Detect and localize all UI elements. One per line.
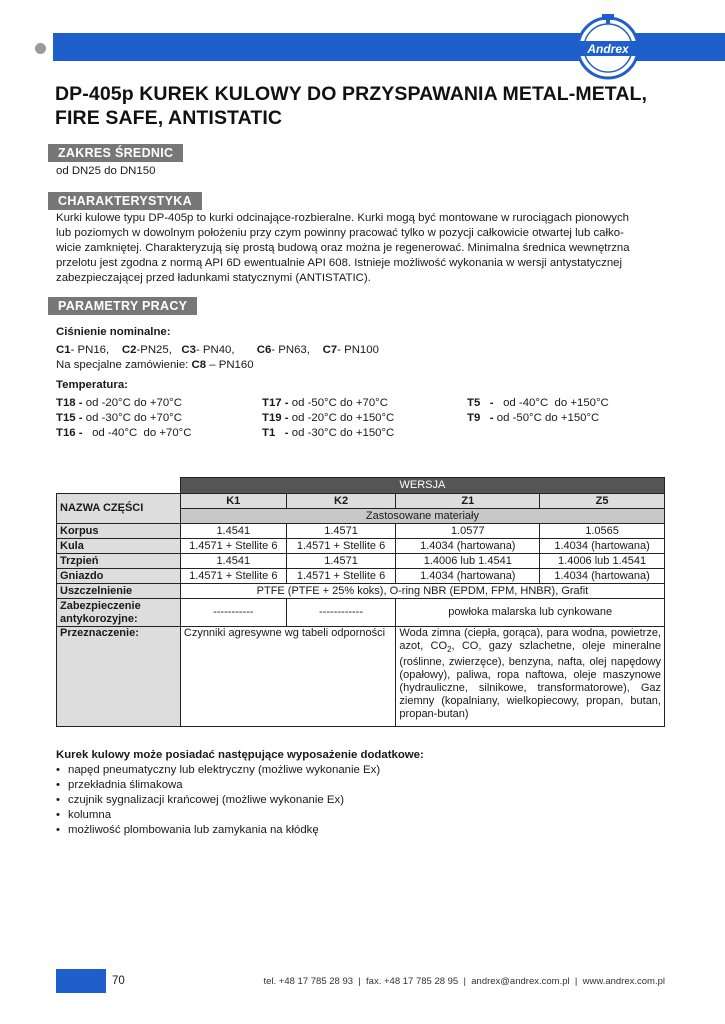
- footer-contact: tel. +48 17 785 28 93 | fax. +48 17 785 28 95 | andrex@andrex.com.pl | www.andrex.com.pl: [263, 976, 665, 987]
- temp-item: T9 - od -50°C do +150°C: [467, 412, 600, 424]
- version-k2: K2: [286, 494, 396, 509]
- version-z5: Z5: [540, 494, 665, 509]
- page-number: 70: [112, 975, 125, 987]
- cell: 1.4541: [180, 554, 286, 569]
- section-heading-parametry: PARAMETRY PRACY: [48, 297, 197, 315]
- special-order-value: – PN160: [206, 359, 254, 371]
- row-name: Kula: [57, 539, 181, 554]
- row-name: Przeznaczenie:: [57, 627, 181, 727]
- special-order-line: [56, 358, 254, 373]
- section-heading-charakterystyka: CHARAKTERYSTYKA: [48, 192, 202, 210]
- cell: 1.0565: [540, 524, 665, 539]
- temp-item: T1 - od -30°C do +150°C: [262, 427, 395, 439]
- pressure-code: C1: [56, 344, 71, 356]
- temp-item: T5 - od -40°C do +150°C: [467, 397, 609, 409]
- cell: 1.4034 (hartowana): [540, 569, 665, 584]
- table-row: [57, 539, 665, 554]
- table-row: [57, 554, 665, 569]
- table-row: [57, 524, 665, 539]
- pressure-value: - PN100: [337, 344, 379, 356]
- table-row: [57, 627, 665, 727]
- pressure-label: Ciśnienie nominalne:: [56, 326, 171, 338]
- special-order-code: C8: [191, 359, 207, 371]
- accessories-list: [56, 763, 380, 838]
- materials-label: Zastosowane materiały: [180, 509, 664, 524]
- row-name: Zabezpieczenie antykorozyjne:: [57, 599, 181, 627]
- cell: 1.4006 lub 1.4541: [396, 554, 540, 569]
- special-order-prefix: Na specjalne zamówienie:: [56, 359, 192, 371]
- materials-table: [56, 477, 665, 727]
- temp-item: T18 - od -20°C do +70°C: [56, 397, 182, 409]
- cell: 1.4034 (hartowana): [396, 569, 540, 584]
- cell: 1.4541: [180, 524, 286, 539]
- cell: powłoka malarska lub cynkowane: [396, 599, 665, 627]
- list-item: • możliwość plombowania lub zamykania na kłódkę: [56, 823, 380, 838]
- temp-item: T15 - od -30°C do +70°C: [56, 412, 182, 424]
- pressure-value: - PN16,: [70, 344, 110, 356]
- table-row: [57, 584, 665, 599]
- pressure-code: C7: [322, 344, 338, 356]
- temp-item: T17 - od -50°C do +70°C: [262, 397, 388, 409]
- version-header: WERSJA: [180, 478, 664, 494]
- row-name: Korpus: [57, 524, 181, 539]
- footer-bar: [56, 969, 106, 993]
- temp-item: T19 - od -20°C do +150°C: [262, 412, 395, 424]
- accessories-heading: Kurek kulowy może posiadać następujące wyposażenie dodatkowe:: [56, 749, 424, 761]
- pressure-code: C6: [256, 344, 272, 356]
- charakterystyka-text: [56, 211, 666, 286]
- charakterystyka-line: przelotu jest zgodna z normą API 6D ewentualnie API 608. Istnieje możliwość wykonania w wersji antystatycznej: [56, 257, 623, 269]
- version-z1: Z1: [396, 494, 540, 509]
- list-item: • kolumna: [56, 808, 380, 823]
- pressure-code: C3: [181, 344, 196, 356]
- pressure-line: [56, 343, 379, 358]
- cell: 1.4571 + Stellite 6: [286, 539, 396, 554]
- list-item: • napęd pneumatyczny lub elektryczny (możliwe wykonanie Ex): [56, 763, 380, 778]
- cell: 1.4006 lub 1.4541: [540, 554, 665, 569]
- page-title: DP-405p KUREK KULOWY DO PRZYSPAWANIA METAL-METAL, FIRE SAFE, ANTISTATIC: [55, 83, 648, 129]
- cell: ------------: [286, 599, 396, 627]
- part-name-header: NAZWA CZĘŚCI: [57, 494, 181, 524]
- charakterystyka-line: zabezpieczającej przed ładunkami statycznymi (ANTISTATIC).: [56, 272, 371, 284]
- header-dot: [35, 43, 46, 54]
- cell: 1.0577: [396, 524, 540, 539]
- charakterystyka-line: wicie zamkniętej. Charakteryzują się prostą budową oraz można je regenerować. Minimalna średnica wewnętrzna: [56, 242, 630, 254]
- pressure-value: - PN40,: [195, 344, 235, 356]
- charakterystyka-line: lub poziomych w dowolnym położeniu przy czym powinny pracować tylko w pozycji całkowicie otwartej lub całko-: [56, 227, 624, 239]
- charakterystyka-line: Kurki kulowe typu DP-405p to kurki odcinające-rozbieralne. Kurki mogą być montowane w rurociągach pionowych: [56, 212, 629, 224]
- row-name: Uszczelnienie: [57, 584, 181, 599]
- pressure-code: C2: [121, 344, 137, 356]
- cell: 1.4034 (hartowana): [540, 539, 665, 554]
- cell: Woda zimna (ciepła, gorąca), para wodna, powietrze, azot, $CO_2$, CO, gazy szlachetne, oleje mineralne (roślinne, zwierzęce), benzyna, nafta, olej napędowy (opałowy), paliwa, ropa naftowa, oleje maszynowe (hydrauliczne, silnikowe, transformatorowe), Gaz ziemny (kopalniany, wielkopiecowy, propan, butan, propan-butan): [396, 627, 665, 727]
- cell: 1.4034 (hartowana): [396, 539, 540, 554]
- table-row: [57, 599, 665, 627]
- cell: 1.4571 + Stellite 6: [286, 569, 396, 584]
- temp-item: T16 - od -40°C do +70°C: [56, 427, 192, 439]
- table-row: [57, 569, 665, 584]
- zakres-text: od DN25 do DN150: [56, 165, 156, 177]
- list-item: • przekładnia ślimakowa: [56, 778, 380, 793]
- row-name: Trzpień: [57, 554, 181, 569]
- cell: PTFE (PTFE + 25% koks), O-ring NBR (EPDM, FPM, HNBR), Grafit: [180, 584, 664, 599]
- temperature-label: Temperatura:: [56, 379, 128, 391]
- pressure-value: - PN63,: [271, 344, 310, 356]
- row-name: Gniazdo: [57, 569, 181, 584]
- logo-text: Andrex: [587, 42, 629, 56]
- cell: 1.4571: [286, 524, 396, 539]
- table-corner: [57, 478, 181, 494]
- cell: Czynniki agresywne wg tabeli odporności: [180, 627, 396, 727]
- cell: 1.4571 + Stellite 6: [180, 539, 286, 554]
- version-k1: K1: [180, 494, 286, 509]
- cell: 1.4571 + Stellite 6: [180, 569, 286, 584]
- list-item: • czujnik sygnalizacji krańcowej (możliwe wykonanie Ex): [56, 793, 380, 808]
- cell: -----------: [180, 599, 286, 627]
- section-heading-zakres: ZAKRES ŚREDNIC: [48, 144, 183, 162]
- pressure-value: -PN25,: [136, 344, 172, 356]
- andrex-logo: [566, 12, 650, 82]
- cell: 1.4571: [286, 554, 396, 569]
